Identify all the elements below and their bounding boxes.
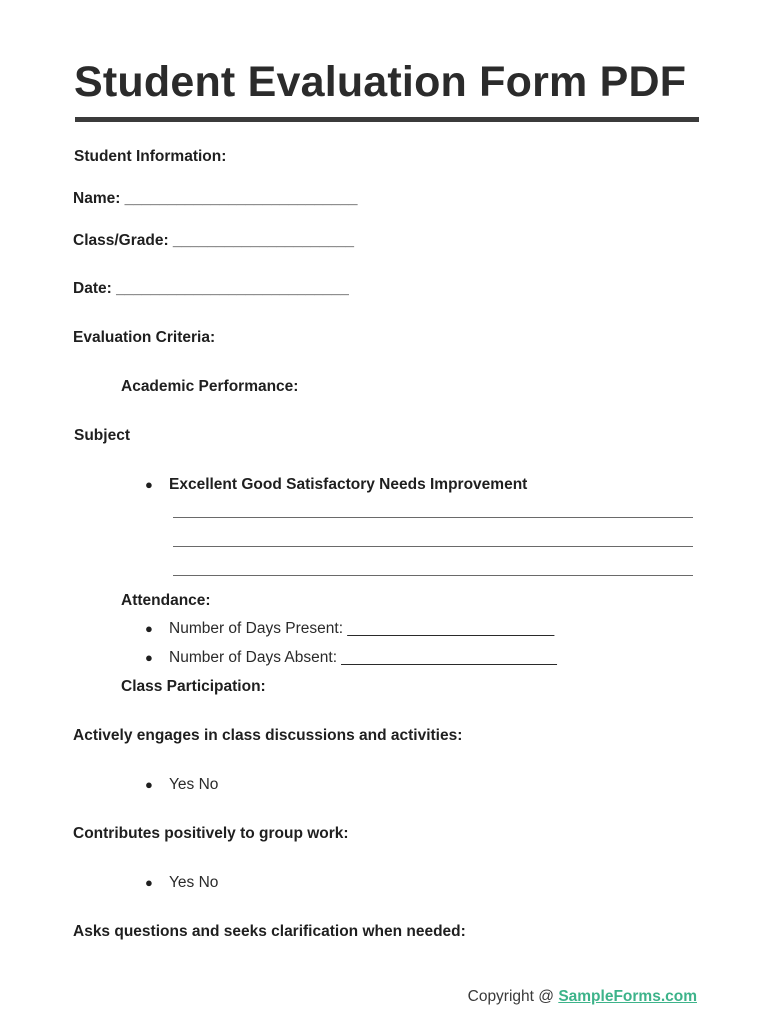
yes-no-options[interactable]: Yes No [169,874,219,891]
bullet-icon: ● [145,650,153,665]
copyright-text: Copyright @ [467,988,559,1005]
yes-no-options[interactable]: Yes No [169,776,219,793]
bullet-icon: ● [145,777,153,792]
page-title: Student Evaluation Form PDF [74,58,687,106]
student-information-heading: Student Information: [74,148,227,165]
question-engages: Actively engages in class discussions and activities: [73,727,463,744]
academic-performance-heading: Academic Performance: [121,378,299,395]
date-field[interactable]: Date: ___________________________ [73,280,349,297]
evaluation-criteria-heading: Evaluation Criteria: [73,329,216,346]
question-asks-questions: Asks questions and seeks clarification when needed: [73,923,466,940]
days-present-field[interactable]: Number of Days Present: ________________________ [169,620,555,637]
days-absent-field[interactable]: Number of Days Absent: _________________________ [169,649,557,666]
rating-options[interactable]: Excellent Good Satisfactory Needs Improvement [169,476,528,493]
bullet-icon: ● [145,875,153,890]
bullet-icon: ● [145,477,153,492]
footer-copyright [468,988,697,1006]
title-divider [75,117,699,122]
comment-line[interactable] [173,575,693,576]
comment-line[interactable] [173,546,693,547]
bullet-icon: ● [145,621,153,636]
brand-link[interactable]: SampleForms.com [558,988,697,1005]
class-participation-heading: Class Participation: [121,678,266,695]
subject-label: Subject [74,427,130,444]
class-grade-field[interactable]: Class/Grade: _____________________ [73,232,354,249]
name-field[interactable]: Name: ___________________________ [73,190,358,207]
comment-line[interactable] [173,517,693,518]
attendance-heading: Attendance: [121,592,211,609]
question-group-work: Contributes positively to group work: [73,825,349,842]
